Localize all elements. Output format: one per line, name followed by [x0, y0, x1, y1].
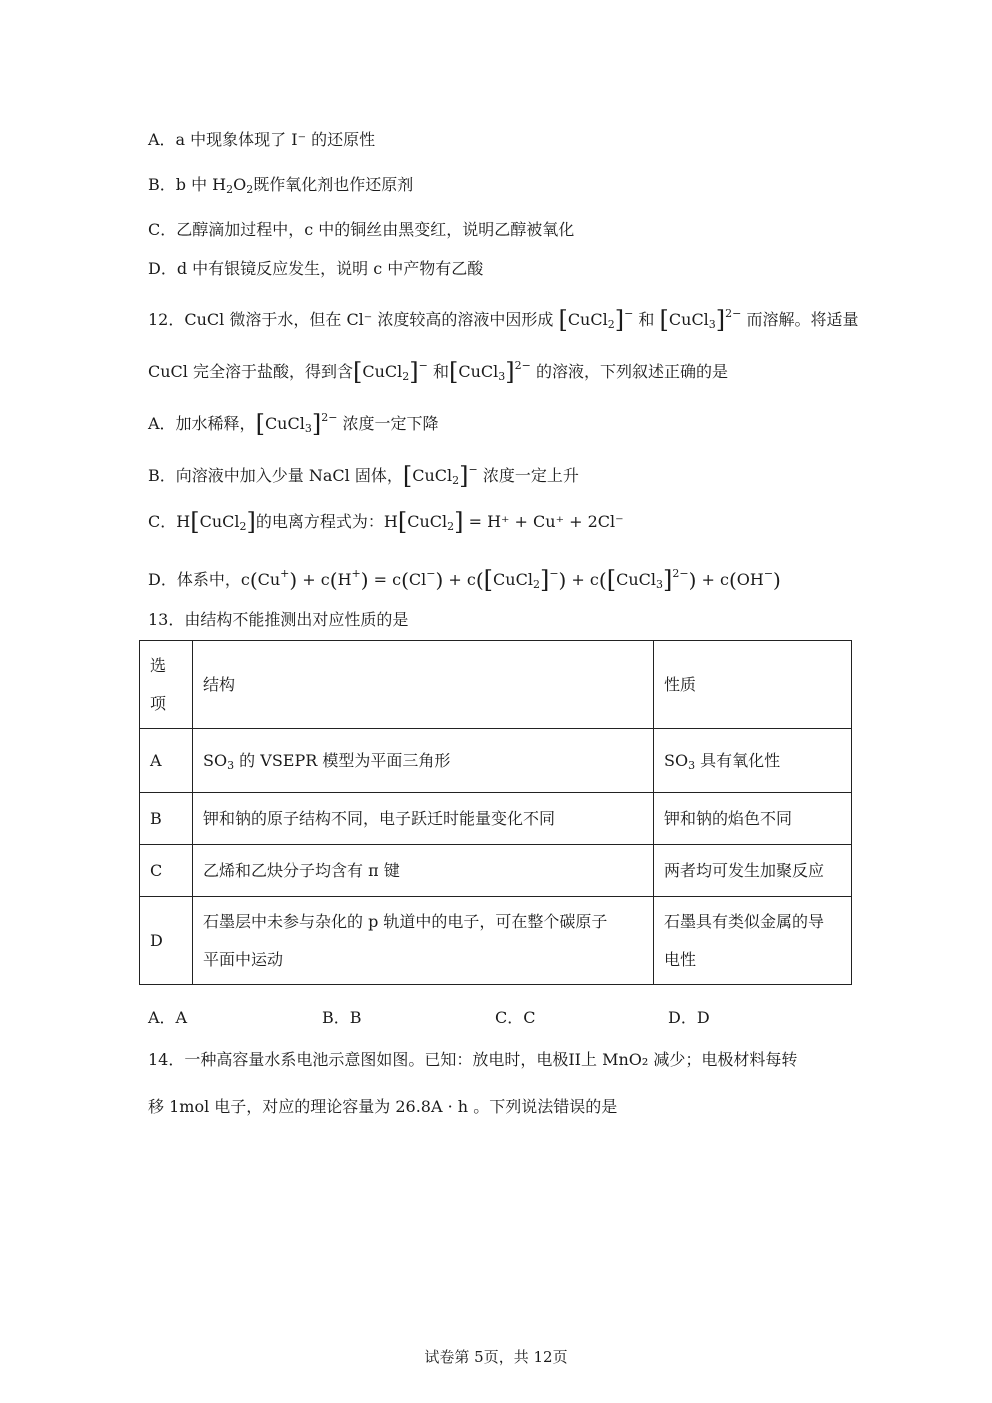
row-property-text: 具有氧化性: [700, 750, 781, 770]
q11-option-d: D．d 中有银镜反应发生，说明 c 中产物有乙酸: [148, 259, 484, 278]
row-property-line2: 电性: [664, 949, 697, 969]
q12-option-c-prefix: C．: [148, 512, 177, 531]
row-structure-text: 的 VSEPR 模型为平面三角形: [239, 750, 451, 770]
row-key: C: [140, 845, 193, 897]
table-row: [140, 729, 852, 793]
row-property-line1: 石墨具有类似金属的导: [664, 911, 825, 931]
q11-option-b-prefix: B．b 中 H: [148, 175, 227, 194]
row-structure-line1: 石墨层中未参与杂化的 p 轨道中的电子，可在整个碳原子: [203, 911, 608, 931]
q11-option-b: B．b 中 $H_2O_2$既作氧化剂也作还原剂: [148, 175, 414, 196]
row-structure: $SO_3$ 的 VSEPR 模型为平面三角形: [193, 729, 654, 793]
row-property: 两者均可发生加聚反应: [654, 845, 852, 897]
q14-stem-line1: 14．一种高容量水系电池示意图如图。已知：放电时，电极II上 MnO₂ 减少；电极材料每转: [148, 1050, 798, 1069]
q12-stem-prefix: 12．CuCl 微溶于水，但在 Cl⁻ 浓度较高的溶液中因形成: [148, 310, 554, 329]
table-row: [140, 897, 852, 985]
row-property: [654, 897, 852, 985]
q13-table: [139, 640, 852, 985]
q12-option-c-rhs: = H⁺ + Cu⁺ + 2Cl⁻: [468, 512, 624, 531]
row-key: B: [140, 793, 193, 845]
q12-stem-line2: CuCl 完全溶于盐酸，得到含[CuCl$_2$]− 和[CuCl$_3$]$^{2-}$ 的溶液，下列叙述正确的是: [148, 358, 728, 386]
q12-option-d: D．体系中，c(Cu+) + c(H+) = c(Cl−) + c([CuCl$_2$]−) + c([CuCl$_3$]$^{2-}$) + c(OH−): [148, 566, 781, 594]
q12-option-a-prefix: A．加水稀释，: [148, 414, 256, 433]
q12-option-b-prefix: B．向溶液中加入少量 NaCl 固体，: [148, 466, 403, 485]
page-footer: 试卷第 5页，共 12页: [424, 1348, 568, 1366]
q12-option-d-prefix: D．体系中，: [148, 570, 241, 589]
header-structure: 结构: [193, 641, 654, 729]
q11-option-c: C．乙醇滴加过程中，c 中的铜丝由黑变红，说明乙醇被氧化: [148, 220, 575, 239]
row-property: 钾和钠的焰色不同: [654, 793, 852, 845]
q14-stem-line2: 移 1mol 电子，对应的理论容量为 26.8A · h 。下列说法错误的是: [148, 1097, 618, 1116]
header-option: [140, 641, 193, 729]
q12-option-b: B．向溶液中加入少量 NaCl 固体，[CuCl$_2$]− 浓度一定上升: [148, 462, 579, 490]
q13-answer-b: B．B: [322, 1008, 362, 1027]
q12-stem-suffix: 而溶解。将适量: [746, 310, 859, 329]
q11-option-b-suffix: 既作氧化剂也作还原剂: [253, 175, 414, 194]
row-structure-line2: 平面中运动: [203, 949, 284, 969]
q13-stem: 13．由结构不能推测出对应性质的是: [148, 610, 409, 629]
q12-stem-and: 和: [638, 310, 655, 329]
row-structure: 乙烯和乙炔分子均含有 π 键: [193, 845, 654, 897]
table-row: [140, 845, 852, 897]
row-key: D: [140, 897, 193, 985]
q12-option-b-suffix: 浓度一定上升: [482, 466, 579, 485]
row-property: $SO_3$ 具有氧化性: [654, 729, 852, 793]
header-option-line1: 选: [150, 655, 167, 675]
q13-answer-c: C．C: [495, 1008, 536, 1027]
header-property: 性质: [654, 641, 852, 729]
q12-option-a: A．加水稀释，[CuCl$_3$]$^{2-}$ 浓度一定下降: [148, 410, 439, 438]
header-option-line2: 项: [150, 693, 167, 713]
row-structure: 钾和钠的原子结构不同，电子跃迁时能量变化不同: [193, 793, 654, 845]
q13-answer-d: D．D: [668, 1008, 710, 1027]
q11-option-a: A．a 中现象体现了 I⁻ 的还原性: [148, 130, 376, 149]
q12-stem-line1: 12．CuCl 微溶于水，但在 Cl⁻ 浓度较高的溶液中因形成 [CuCl$_2$]− 和 [CuCl$_3$]$^{2-}$ 而溶解。将适量: [148, 306, 859, 334]
row-structure: [193, 897, 654, 985]
table-row: [140, 793, 852, 845]
q13-answer-a: A．A: [148, 1008, 188, 1027]
q12-option-c: C．H[CuCl$_2$]的电离方程式为：H[CuCl$_2$] = H⁺ + Cu⁺ + 2Cl⁻: [148, 508, 624, 536]
q12-stem2-prefix: CuCl 完全溶于盐酸，得到含: [148, 362, 353, 381]
q12-option-c-middle: 的电离方程式为：: [255, 512, 384, 531]
q12-stem2-suffix: 的溶液，下列叙述正确的是: [535, 362, 728, 381]
row-key: A: [140, 729, 193, 793]
q12-option-a-suffix: 浓度一定下降: [342, 414, 439, 433]
table-header-row: [140, 641, 852, 729]
